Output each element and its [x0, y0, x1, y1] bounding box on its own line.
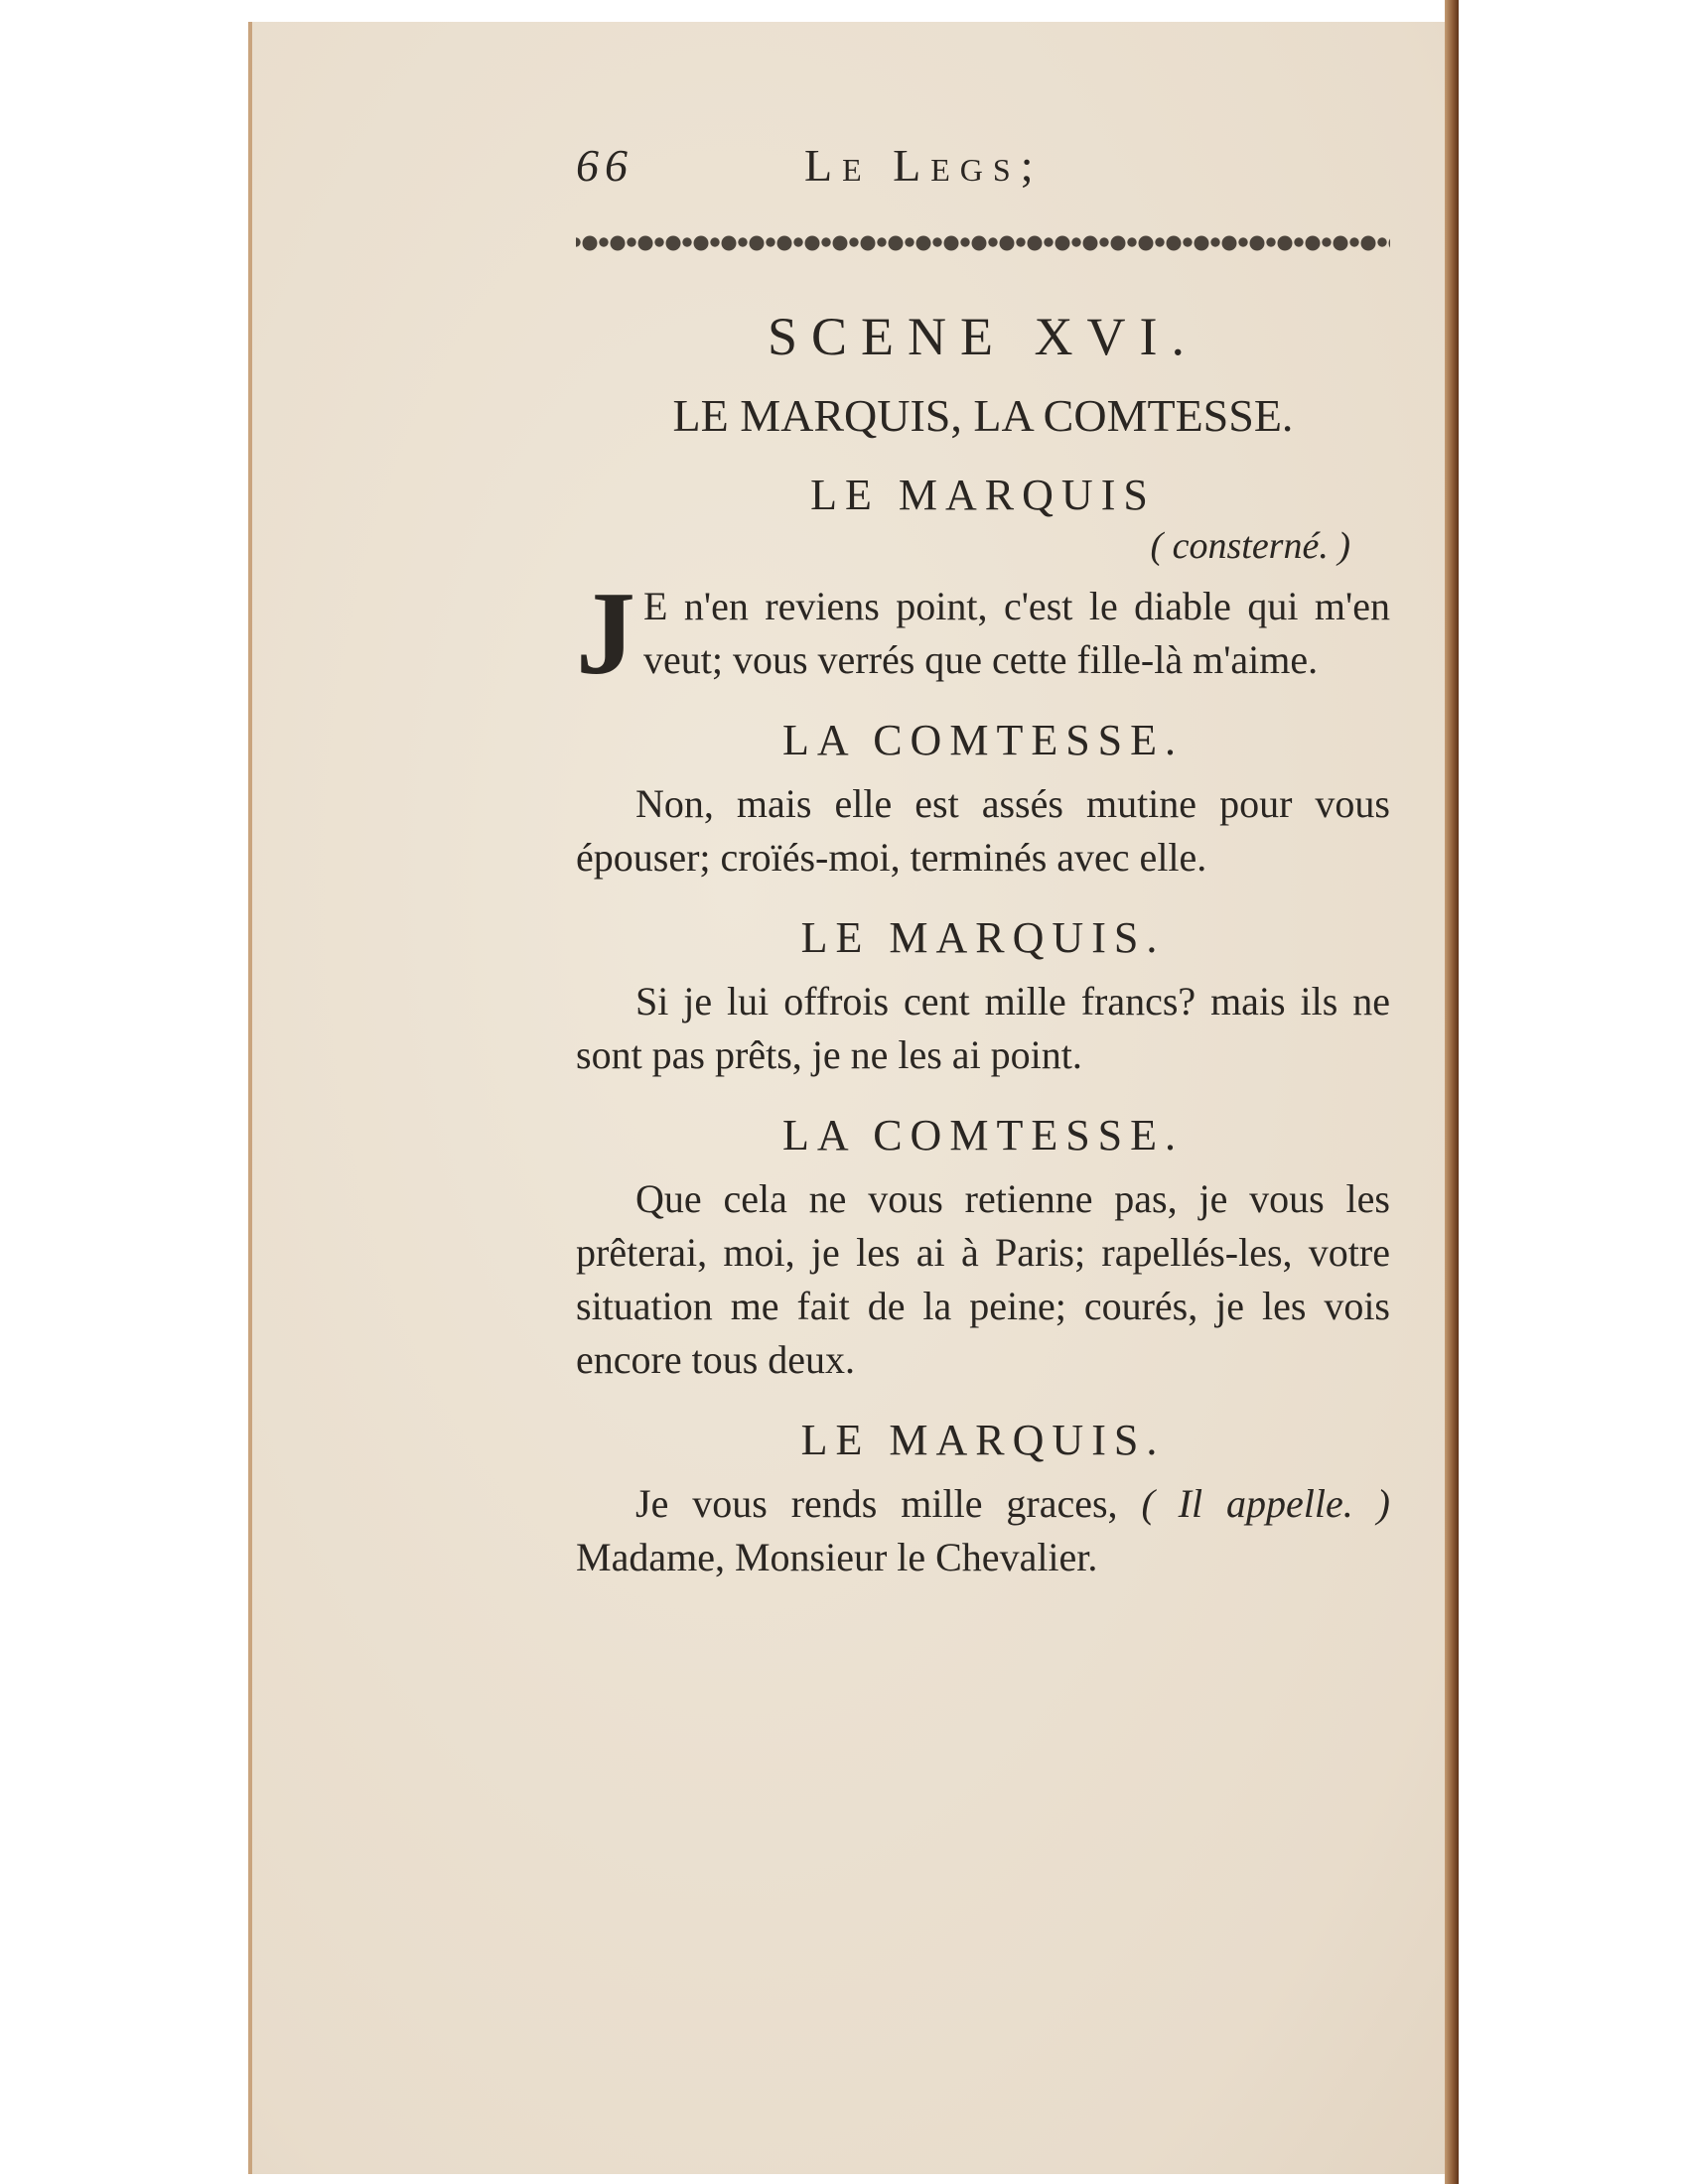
speech-2: Non, mais elle est assés mutine pour vous épouser; croïés-moi, terminés avec elle.	[576, 781, 1390, 880]
running-title: Le Legs;	[804, 140, 1044, 191]
stage-direction-1: ( consterné. )	[1150, 525, 1350, 567]
ornament-band	[576, 224, 1390, 262]
book-spine	[1445, 0, 1459, 2184]
speech-5-text-after: Madame, Monsieur le Chevalier.	[576, 1535, 1098, 1579]
speaker-1: LE MARQUIS	[810, 471, 1156, 519]
page-number: 66	[576, 140, 633, 191]
running-head	[576, 139, 1390, 199]
speech-1	[576, 567, 1390, 699]
cast-line: LE MARQUIS, LA COMTESSE.	[672, 390, 1294, 441]
speaker-4: LA COMTESSE.	[781, 1111, 1185, 1160]
drop-cap: J	[576, 567, 635, 699]
speaker-3: LE MARQUIS.	[800, 913, 1166, 962]
speech-5	[576, 1477, 1390, 1584]
speech-1-text: E n'en reviens point, c'est le diable qui m'en veut; vous verrés que cette fille-là m'aime.	[643, 584, 1390, 682]
page-text	[576, 139, 1390, 1584]
scene-title: SCENE XVI.	[768, 307, 1198, 366]
speaker-5: LE MARQUIS.	[800, 1416, 1166, 1464]
speech-4: Que cela ne vous retienne pas, je vous les prêterai, moi, je les ai à Paris; rapellés-les, votre situation me fait de la peine; courés, je les vois encore tous deux.	[576, 1176, 1390, 1382]
speech-3: Si je lui offrois cent mille francs? mais ils ne sont pas prêts, je ne les ai point.	[576, 979, 1390, 1077]
speech-5-text-before: Je vous rends mille graces,	[635, 1481, 1118, 1526]
speaker-2: LA COMTESSE.	[781, 716, 1185, 764]
speech-5-stage-direction: ( Il appelle. )	[1141, 1481, 1390, 1526]
